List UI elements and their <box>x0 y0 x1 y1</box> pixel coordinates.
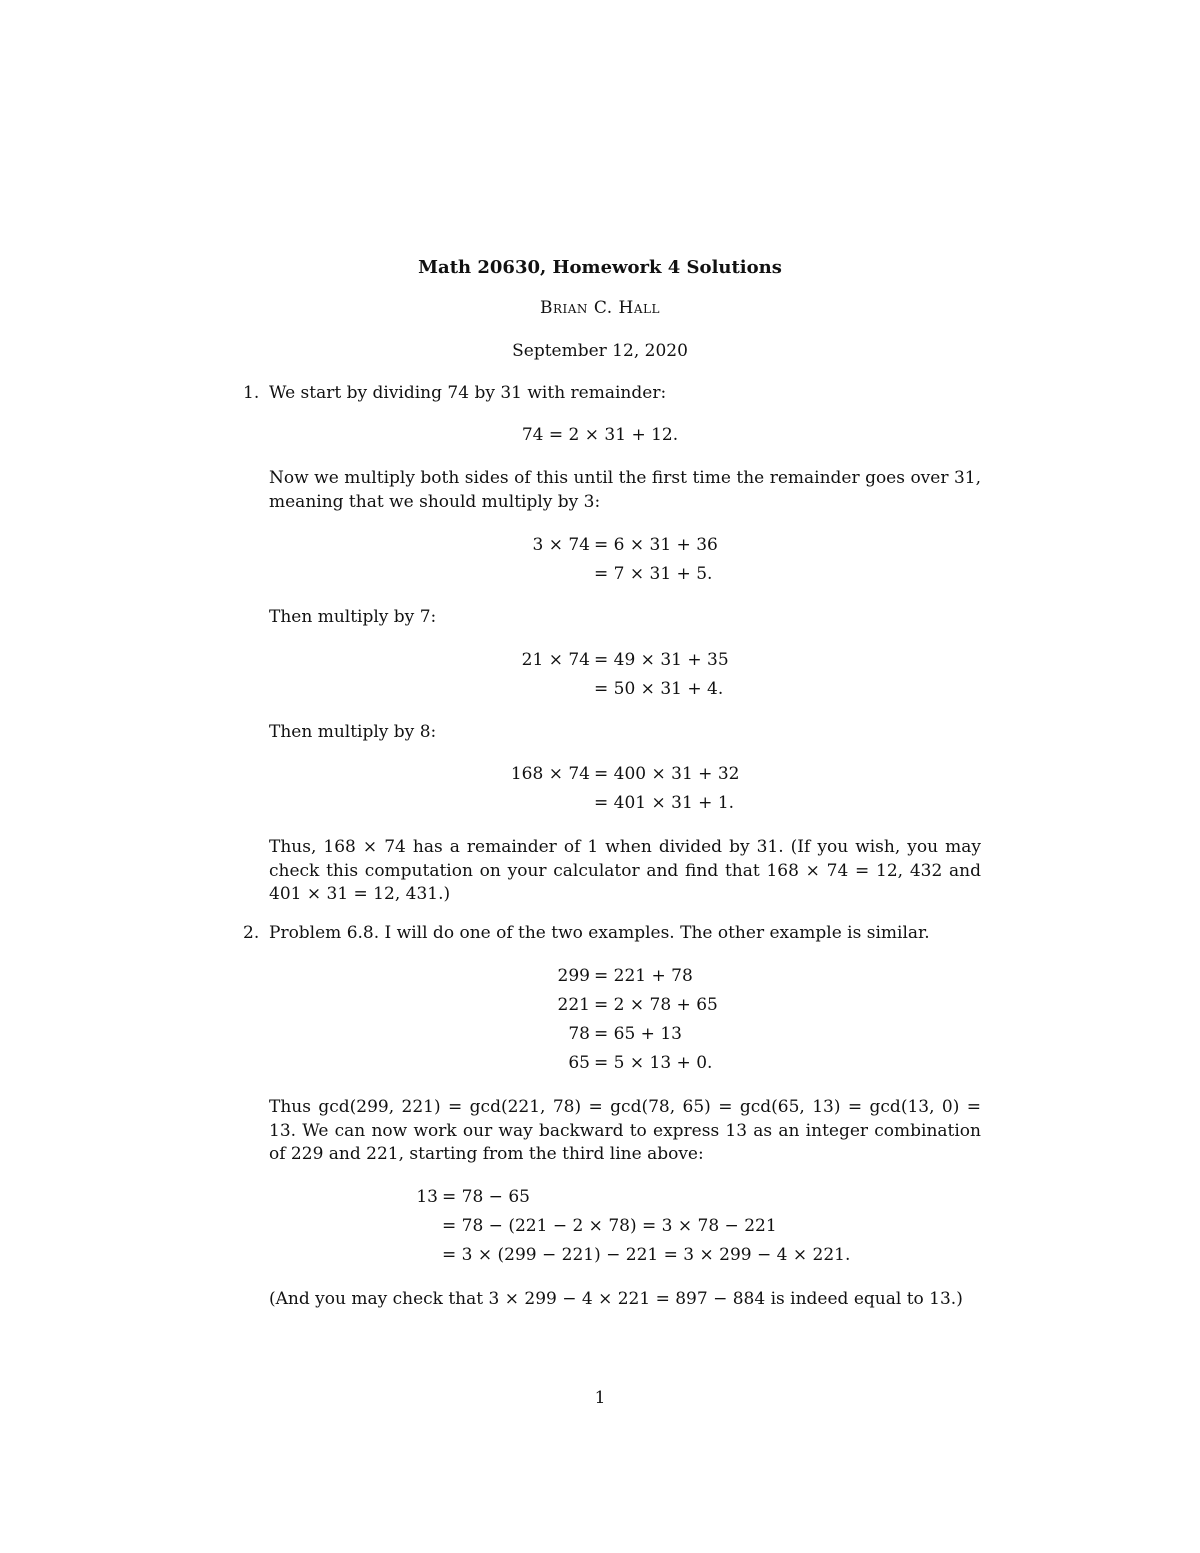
equation-rhs: = 221 + 78 <box>594 966 693 986</box>
problem-1-text-multiply-8: Then multiply by 8: <box>269 722 437 742</box>
problem-1-number: 1. <box>243 383 260 403</box>
equation-rhs: = 65 + 13 <box>594 1024 682 1044</box>
equation-lhs: 65 <box>568 1053 590 1073</box>
equation-rhs: = 50 × 31 + 4. <box>594 679 724 699</box>
problem-2-intro: Problem 6.8. I will do one of the two examples. The other example is similar. <box>269 923 930 943</box>
problem-1-text-multiply-7: Then multiply by 7: <box>269 607 437 627</box>
page-number: 1 <box>594 1388 606 1408</box>
document-title: Math 20630, Homework 4 Solutions <box>418 257 782 278</box>
equation-rhs: = 401 × 31 + 1. <box>594 793 735 813</box>
problem-2-gcd-text: Thus gcd(299, 221) = gcd(221, 78) = gcd(78, 65) = gcd(65, 13) = gcd(13, 0) = 13. We can now work our way backward to express 13 as an integer combination of 229 and 221, starting from the third line above: <box>269 1097 981 1164</box>
problem-1-text-multiply-3: Now we multiply both sides of this until the first time the remainder goes over 31, meaning that we should multiply by 3: <box>269 468 981 512</box>
equation-division: 74 = 2 × 31 + 12. <box>521 425 679 445</box>
equation-lhs: 13 <box>416 1187 438 1207</box>
problem-2-number: 2. <box>243 923 260 943</box>
equation-rhs: = 400 × 31 + 32 <box>594 764 740 784</box>
equation-lhs: 21 × 74 <box>521 650 590 670</box>
equation-rhs: = 3 × (299 − 221) − 221 = 3 × 299 − 4 × 221. <box>442 1245 851 1265</box>
equation-lhs: 299 <box>557 966 590 986</box>
problem-1-conclusion: Thus, 168 × 74 has a remainder of 1 when divided by 31. (If you wish, you may check this computation on your calculator and find that 168 × 74 = 12, 432 and 401 × 31 = 12, 431.) <box>269 837 981 904</box>
equation-lhs: 168 × 74 <box>510 764 590 784</box>
author-name: Brian C. Hall <box>540 298 660 318</box>
equation-rhs: = 78 − 65 <box>442 1187 530 1207</box>
equation-rhs: = 49 × 31 + 35 <box>594 650 729 670</box>
equation-rhs: = 78 − (221 − 2 × 78) = 3 × 78 − 221 <box>442 1216 777 1236</box>
document-date: September 12, 2020 <box>512 341 688 361</box>
equation-rhs: = 5 × 13 + 0. <box>594 1053 713 1073</box>
problem-1-intro: We start by dividing 74 by 31 with remainder: <box>269 383 667 403</box>
equation-rhs: = 7 × 31 + 5. <box>594 564 713 584</box>
equation-rhs: = 6 × 31 + 36 <box>594 535 718 555</box>
equation-rhs: = 2 × 78 + 65 <box>594 995 718 1015</box>
equation-lhs: 221 <box>557 995 590 1015</box>
problem-2-check: (And you may check that 3 × 299 − 4 × 221 = 897 − 884 is indeed equal to 13.) <box>269 1289 963 1309</box>
equation-lhs: 78 <box>568 1024 590 1044</box>
equation-lhs: 3 × 74 <box>532 535 590 555</box>
